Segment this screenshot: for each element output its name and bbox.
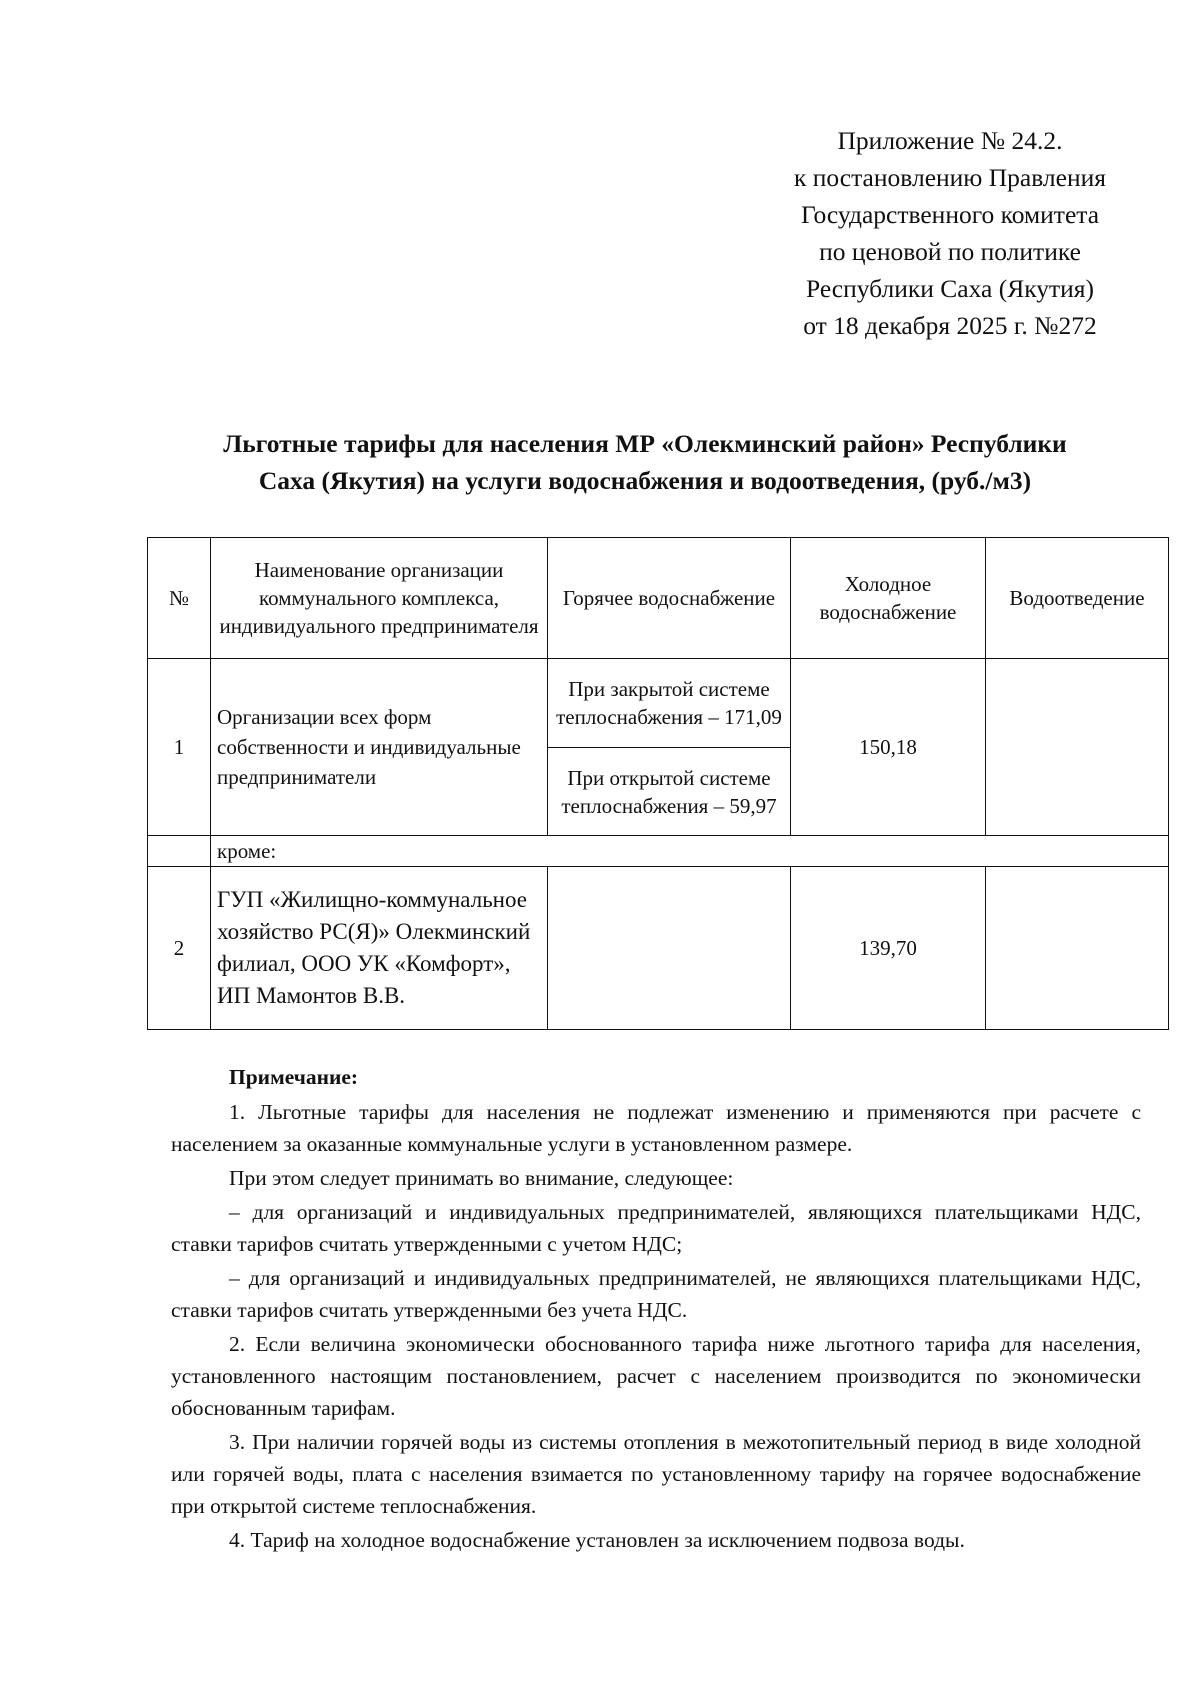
row1-number: 1 [148,659,211,836]
note-paragraph: – для организаций и индивидуальных предпринимателей, являющихся плательщиками НДС, ставки тарифов считать утвержденными с учетом НДС; [171,1200,1141,1256]
table-row [148,659,1169,748]
note-paragraph: 2. Если величина экономически обоснованного тарифа ниже льготного тарифа для населения, установленного настоящим постановлением, расчет с населением производится по экономически обоснованным тарифам. [171,1332,1141,1420]
note-paragraph: 3. При наличии горячей воды из системы отопления в межотопительный период в виде холодной или горячей воды, плата с населения взимается по установленному тарифу на горячее водоснабжение при открытой системе теплоснабжения. [171,1430,1141,1518]
row1-hot-open: При открытой системе теплоснабжения – 59,97 [548,748,791,836]
row2-hot [548,867,791,1030]
document-title-line: Саха (Якутия) на услуги водоснабжения и водоотведения, (руб./м3) [258,466,1032,495]
appendix-line: Республики Саха (Якутия) [805,274,1095,303]
appendix-line: от 18 декабря 2025 г. №272 [803,311,1097,340]
appendix-line: к постановлению Правления [793,163,1106,192]
except-number-cell [148,836,211,867]
notes-heading: Примечание: [229,1065,359,1089]
row2-drainage [986,867,1169,1030]
row2-cold: 139,70 [791,867,986,1030]
table-row [148,867,1169,1030]
notes-section [171,1061,1141,1556]
appendix-line: Государственного комитета [800,200,1100,229]
document-title-line: Льготные тарифы для населения МР «Олекминский район» Республики [223,429,1067,458]
note-paragraph: 4. Тариф на холодное водоснабжение установлен за исключением подвоза воды. [229,1528,965,1552]
header-number: № [148,538,211,659]
appendix-line: по ценовой по политике [819,237,1081,266]
document-title [150,425,1140,499]
row1-drainage [986,659,1169,836]
header-hot-water: Горячее водоснабжение [548,538,791,659]
except-label: кроме: [211,836,1169,867]
row2-organization: ГУП «Жилищно-коммунальное хозяйство РС(Я)» Олекминский филиал, ООО УК «Комфорт», ИП Мамонтов В.В. [211,867,548,1030]
appendix-block [760,122,1140,344]
header-drainage: Водоотведение [986,538,1169,659]
tariff-table [147,537,1169,1030]
header-cold-water: Холодное водоснабжение [791,538,986,659]
row1-organization: Организации всех форм собственности и индивидуальные предприниматели [211,659,548,836]
note-paragraph: – для организаций и индивидуальных предпринимателей, не являющихся плательщиками НДС, ставки тарифов считать утвержденными без учета НДС. [171,1266,1141,1322]
row1-cold: 150,18 [791,659,986,836]
note-paragraph: При этом следует принимать во внимание, следующее: [229,1166,734,1190]
row2-number: 2 [148,867,211,1030]
note-paragraph: 1. Льготные тарифы для населения не подлежат изменению и применяются при расчете с населением за оказанные коммунальные услуги в установленном размере. [171,1100,1141,1156]
header-organization: Наименование организации коммунального комплекса, индивидуального предпринимателя [211,538,548,659]
row1-hot-closed: При закрытой системе теплоснабжения – 171,09 [548,659,791,748]
appendix-line: Приложение № 24.2. [837,126,1063,155]
except-row [148,836,1169,867]
table-header-row [148,538,1169,659]
